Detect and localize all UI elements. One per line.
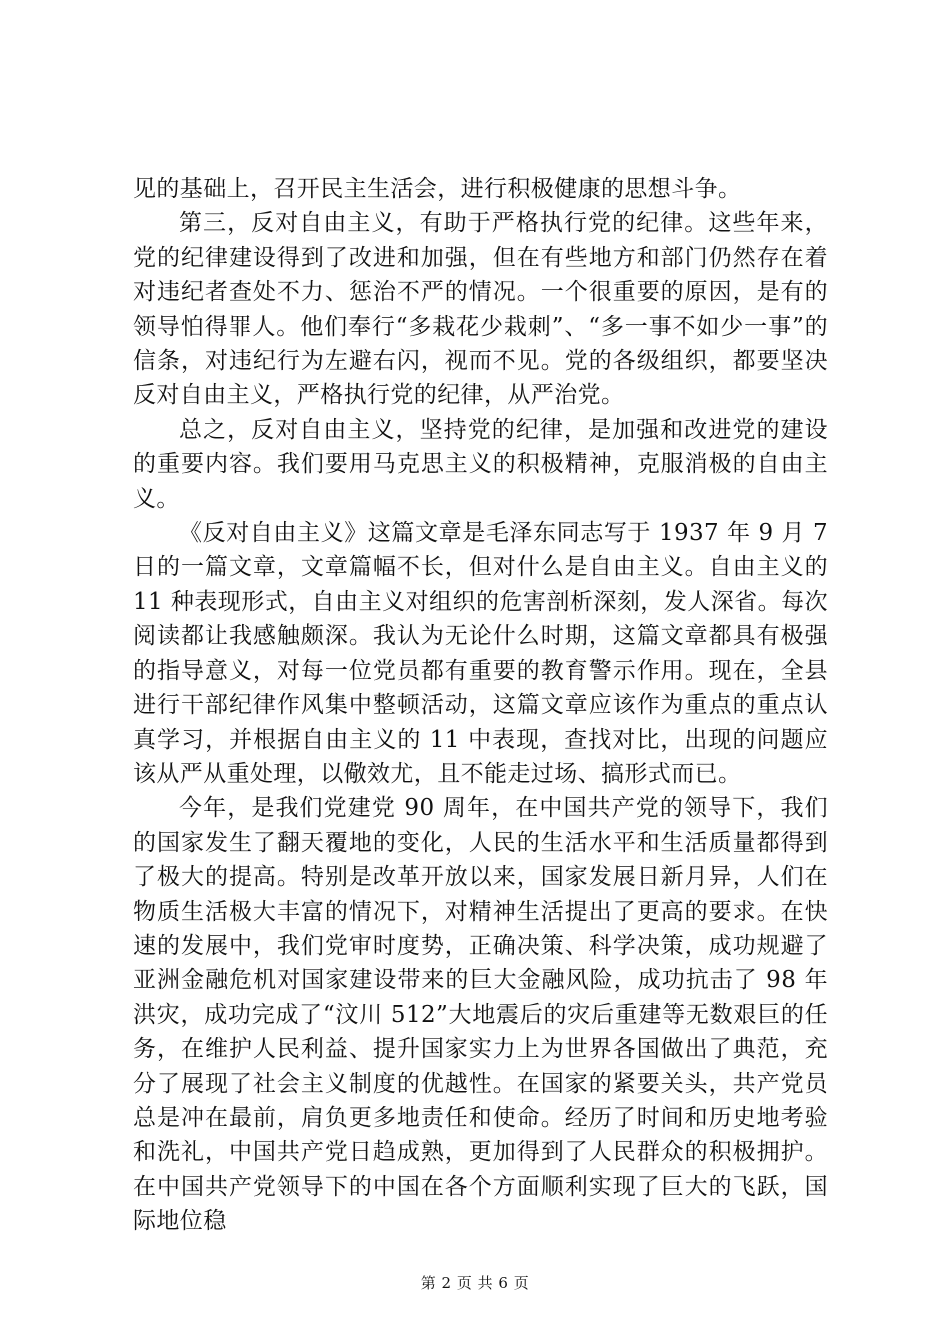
document-body [133,172,828,1239]
paragraph-party-anniversary: 今年，是我们党建党 90 周年，在中国共产党的领导下，我们的国家发生了翻天覆地的变化，人民的生活水平和生活质量都得到了极大的提高。特别是改革开放以来，国家发展日新月异，人们在物质生活极大丰富的情况下，对精神生活提出了更高的要求。在快速的发展中，我们党审时度势，正确决策、科学决策，成功规避了亚洲金融危机对国家建设带来的巨大金融风险，成功抗击了 98 年洪灾，成功完成了“汶川 512”大地震后的灾后重建等无数艰巨的任务，在维护人民利益、提升国家实力上为世界各国做出了典范，充分了展现了社会主义制度的优越性。在国家的紧要关头，共产党员总是冲在最前，肩负更多地责任和使命。经历了时间和历史地考验和洗礼，中国共产党日趋成熟，更加得到了人民群众的积极拥护。在中国共产党领导下的中国在各个方面顺利实现了巨大的飞跃，国际地位稳 [133,795,828,1235]
page-number-footer: 第 2 页 共 6 页 [420,1274,530,1292]
paragraph-continuation: 见的基础上，召开民主生活会，进行积极健康的思想斗争。 [133,176,742,202]
paragraph-third-point: 第三，反对自由主义，有助于严格执行党的纪律。这些年来，党的纪律建设得到了改进和加强，但在有些地方和部门仍然存在着对违纪者查处不力、惩治不严的情况。一个很重要的原因，是有的领导怕得罪人。他们奉行“多栽花少栽刺”、“多一事不如少一事”的信条，对违纪行为左避右闪，视而不见。党的各级组织，都要坚决反对自由主义，严格执行党的纪律，从严治党。 [133,210,828,409]
paragraph-summary: 总之，反对自由主义，坚持党的纪律，是加强和改进党的建设的重要内容。我们要用马克思主义的积极精神，克服消极的自由主义。 [133,416,828,512]
paragraph-article-reflection: 《反对自由主义》这篇文章是毛泽东同志写于 1937 年 9 月 7 日的一篇文章，文章篇幅不长，但对什么是自由主义。自由主义的 11 种表现形式，自由主义对组织的危害剖析深刻，发人深省。每次阅读都让我感触颇深。我认为无论什么时期，这篇文章都具有极强的指导意义，对每一位党员都有重要的教育警示作用。现在，全县进行干部纪律作风集中整顿活动，这篇文章应该作为重点的重点认真学习，并根据自由主义的 11 中表现，查找对比，出现的问题应该从严从重处理，以儆效尤，且不能走过场、搞形式而已。 [133,520,828,787]
